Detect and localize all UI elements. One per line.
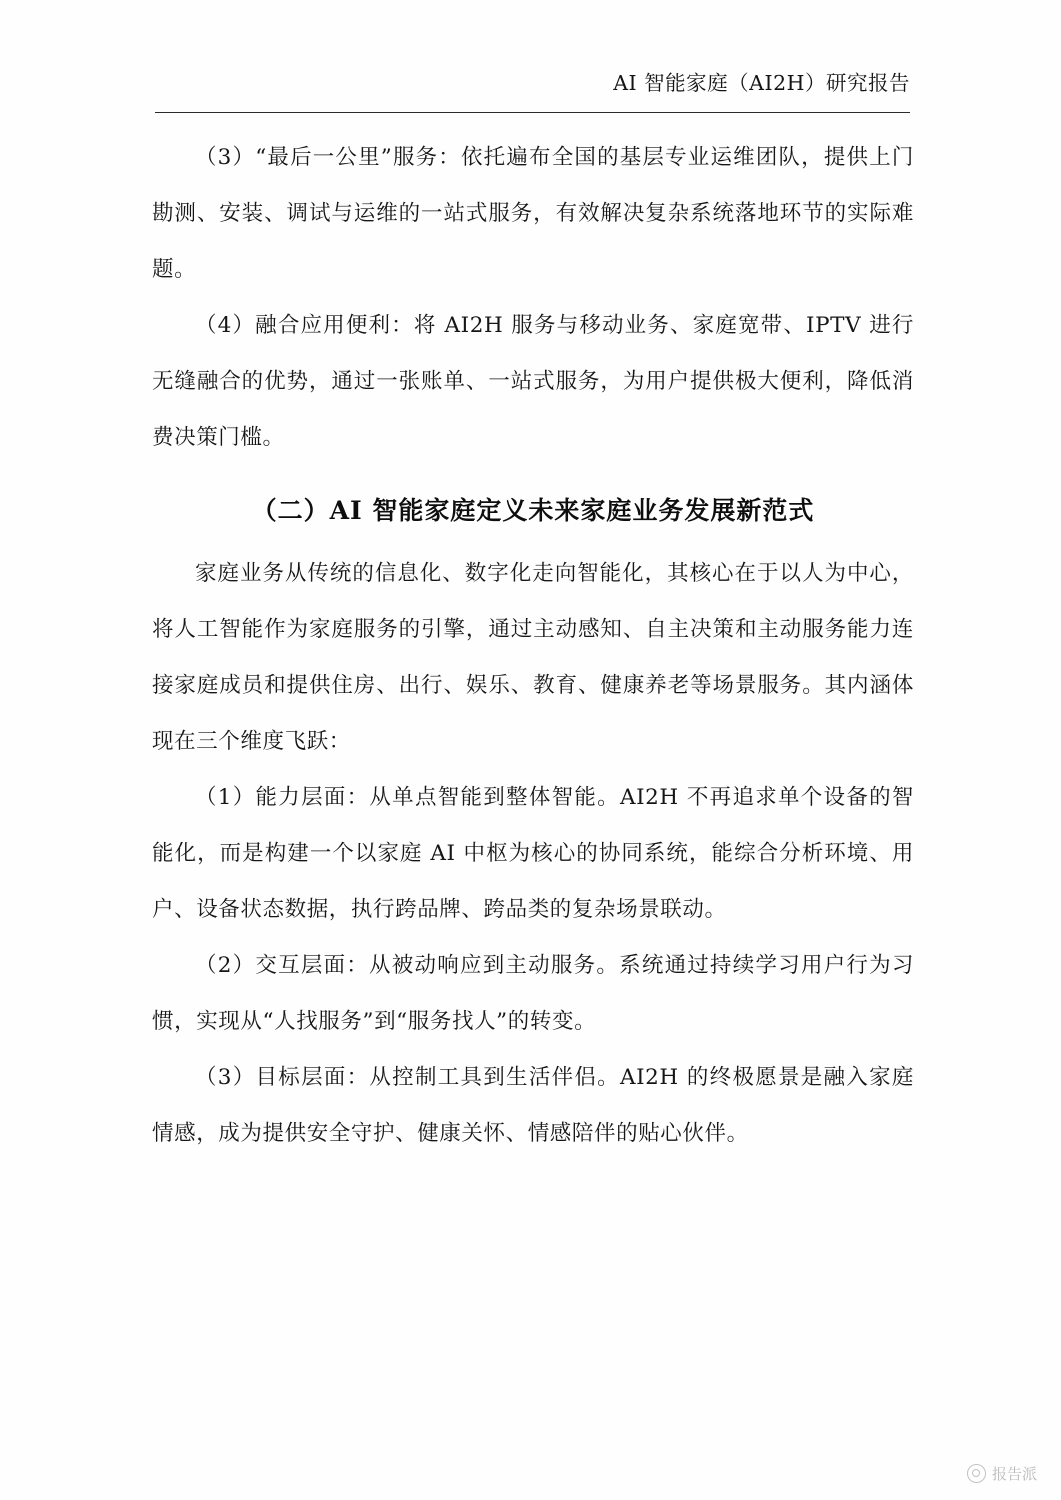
- circle-logo-icon: [967, 1464, 986, 1483]
- watermark-label: 报告派: [991, 1465, 1037, 1483]
- body-paragraph-3: （3）目标层面：从控制工具到生活伴侣。AI2H 的终极愿景是融入家庭情感，成为提供安全守护、健康关怀、情感陪伴的贴心伙伴。: [152, 1065, 914, 1146]
- page-header-title: AI 智能家庭（AI2H）研究报告: [613, 71, 910, 95]
- body-paragraph-2: （2）交互层面：从被动响应到主动服务。系统通过持续学习用户行为习惯，实现从“人找服务”到“服务找人”的转变。: [152, 953, 914, 1034]
- document-body: [152, 130, 914, 1162]
- body-paragraph-intro: 家庭业务从传统的信息化、数字化走向智能化，其核心在于以人为中心，将人工智能作为家庭服务的引擎，通过主动感知、自主决策和主动服务能力连接家庭成员和提供住房、出行、娱乐、教育、健康养老等场景服务。其内涵体现在三个维度飞跃：: [152, 561, 914, 754]
- watermark: [967, 1463, 1037, 1484]
- body-paragraph-1: （1）能力层面：从单点智能到整体智能。AI2H 不再追求单个设备的智能化，而是构建一个以家庭 AI 中枢为核心的协同系统，能综合分析环境、用户、设备状态数据，执行跨品牌、跨品类的复杂场景联动。: [152, 785, 914, 922]
- paragraph-3: （3）“最后一公里”服务：依托遍布全国的基层专业运维团队，提供上门勘测、安装、调试与运维的一站式服务，有效解决复杂系统落地环节的实际难题。: [152, 145, 914, 282]
- section-heading: （二）AI 智能家庭定义未来家庭业务发展新范式: [251, 496, 815, 525]
- header-divider: [155, 112, 910, 113]
- paragraph-4: （4）融合应用便利：将 AI2H 服务与移动业务、家庭宽带、IPTV 进行无缝融合的优势，通过一张账单、一站式服务，为用户提供极大便利，降低消费决策门槛。: [152, 313, 914, 450]
